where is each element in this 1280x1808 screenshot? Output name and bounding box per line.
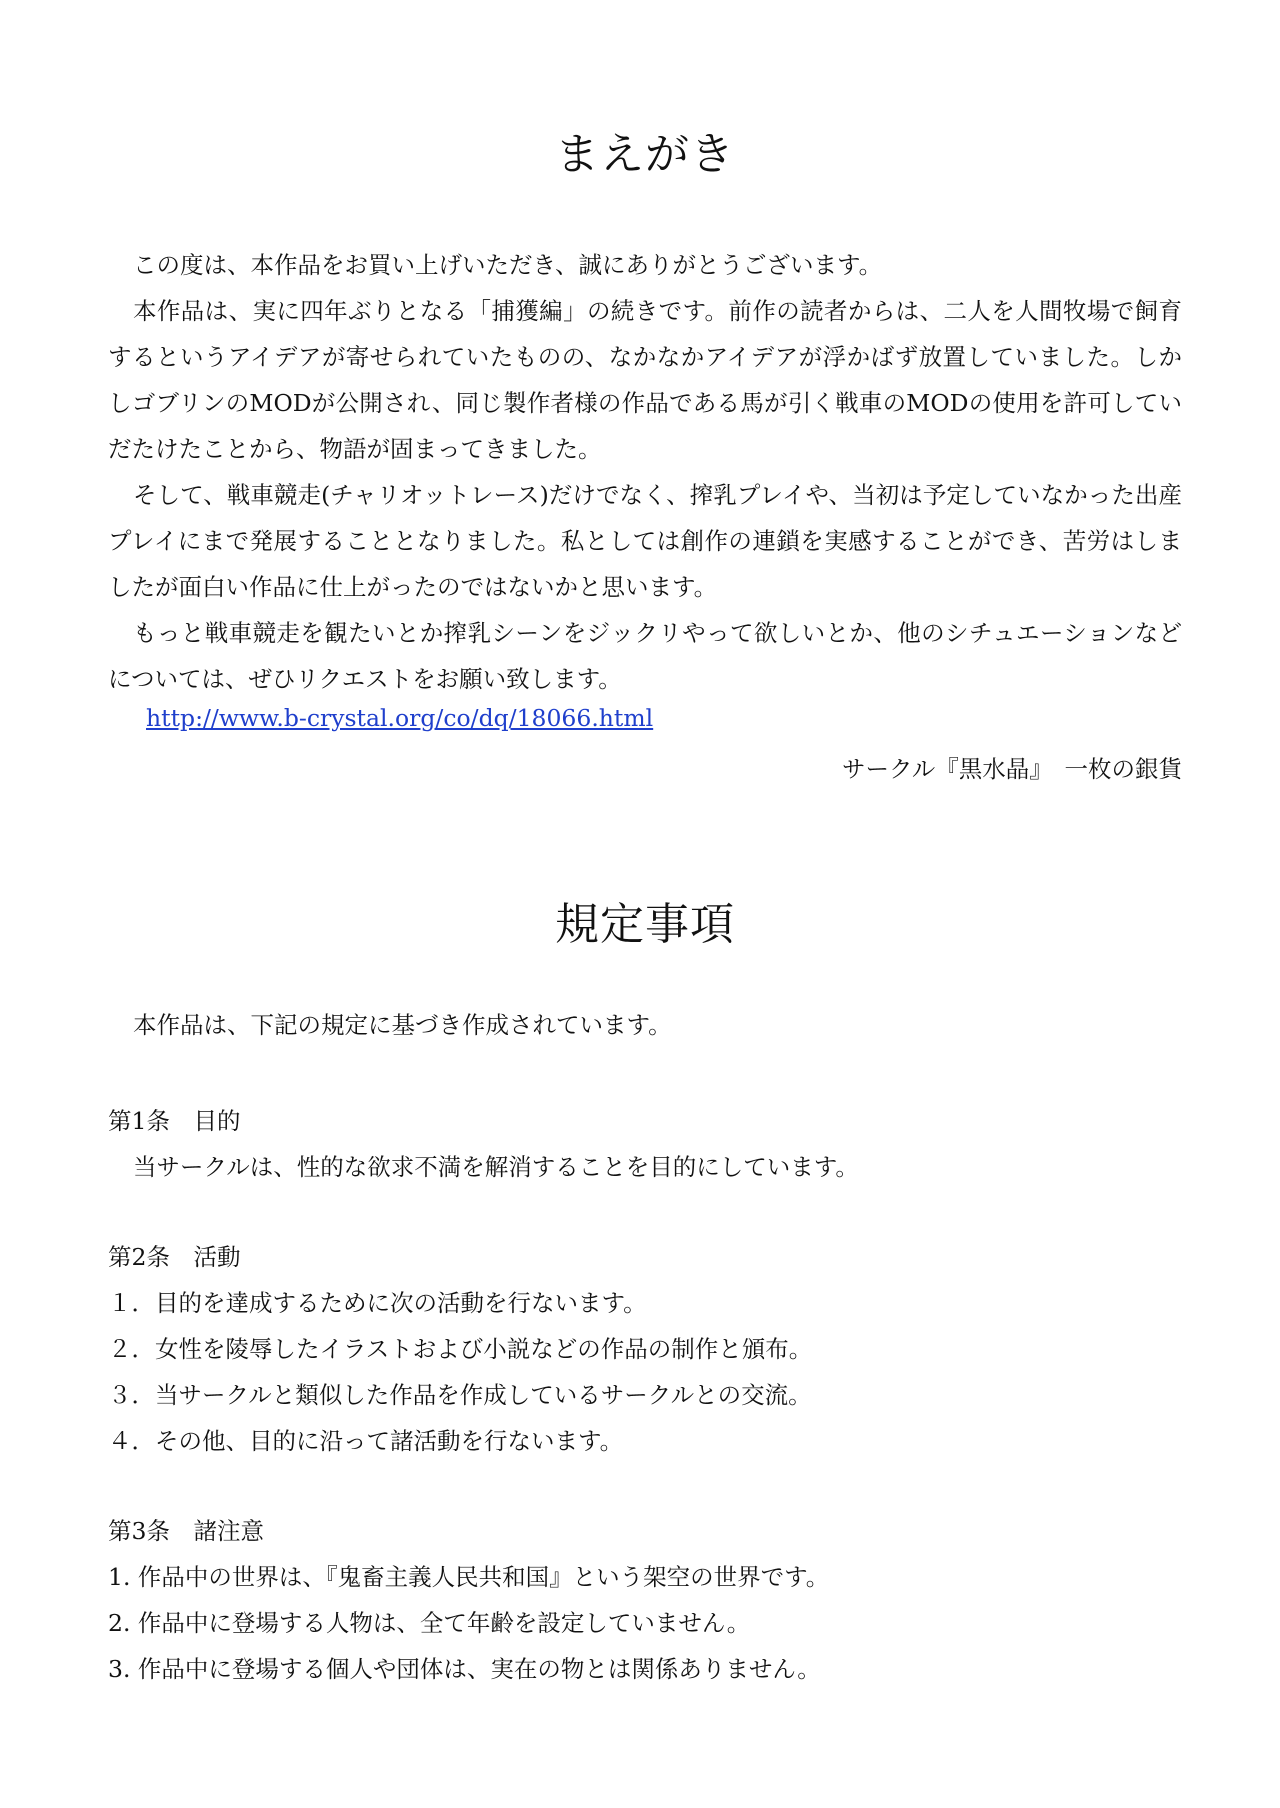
article1-text: 当サークルは、性的な欲求不満を解消することを目的にしています。 [133, 1153, 859, 1181]
rules-intro-text: 本作品は、下記の規定に基づき作成されています。 [133, 1011, 672, 1039]
article1-heading: 第1条 目的 [108, 1107, 241, 1135]
preface-body [108, 242, 1182, 702]
list-item: 3. 作品中に登場する個人や団体は、実在の物とは関係ありません。 [108, 1655, 821, 1683]
article2-heading: 第2条 活動 [108, 1243, 241, 1271]
list-item: 2. 作品中に登場する人物は、全て年齢を設定していません。 [108, 1609, 751, 1637]
article3-list [108, 1554, 1182, 1692]
list-item: ２．女性を陵辱したイラストおよび小説などの作品の制作と頒布。 [108, 1335, 813, 1363]
list-item: １．目的を達成するために次の活動を行ないます。 [108, 1289, 647, 1317]
list-item: ３．当サークルと類似した作品を作成しているサークルとの交流。 [108, 1381, 812, 1409]
preface-paragraph: この度は、本作品をお買い上げいただき、誠にありがとうございます。 [133, 251, 883, 279]
list-item: ４．その他、目的に沿って諸活動を行ないます。 [108, 1427, 624, 1455]
article3-heading: 第3条 諸注意 [108, 1517, 264, 1545]
preface-title: まえがき [555, 129, 735, 180]
preface-paragraph: もっと戦車競走を観たいとか搾乳シーンをジックリやって欲しいとか、他のシチュエーションなどについては、ぜひリクエストをお願い致します。 [108, 619, 1182, 693]
preface-paragraph: そして、戦車競走(チャリオットレース)だけでなく、搾乳プレイや、当初は予定していなかった出産プレイにまで発展することとなりました。私としては創作の連鎖を実感することができ、苦労はしましたが面白い作品に仕上がったのではないかと思います。 [108, 481, 1182, 601]
rules-intro [108, 1002, 1182, 1048]
article2-list [108, 1280, 1182, 1464]
url-line [146, 695, 653, 741]
rules-title: 規定事項 [555, 899, 735, 950]
list-item: 1. 作品中の世界は、『鬼畜主義人民共和国』という架空の世界です。 [108, 1563, 830, 1591]
signature: サークル『黒水晶』 一枚の銀貨 [841, 755, 1182, 783]
preface-paragraph: 本作品は、実に四年ぶりとなる「捕獲編」の続きです。前作の読者からは、二人を人間牧場で飼育するというアイデアが寄せられていたものの、なかなかアイデアが浮かばず放置していました。しかしゴブリンのMODが公開され、同じ製作者様の作品である馬が引く戦車のMODの使用を許可していだたけたことから、物語が固まってきました。 [108, 297, 1182, 463]
circle-url-link[interactable]: http://www.b-crystal.org/co/dq/18066.html [146, 704, 654, 732]
article1-body [108, 1144, 1182, 1190]
